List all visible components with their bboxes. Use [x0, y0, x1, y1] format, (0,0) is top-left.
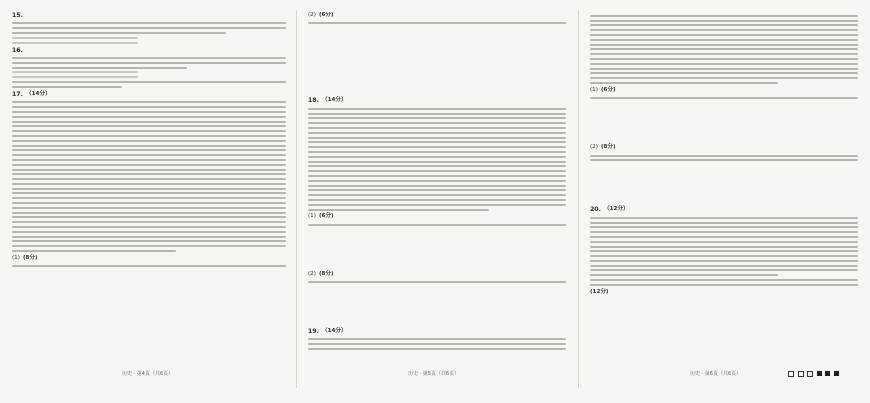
- text-line: [12, 236, 286, 238]
- text-line: [12, 164, 286, 166]
- question-number: 17.: [12, 90, 23, 98]
- text-line: [12, 111, 286, 113]
- text-line: [590, 269, 858, 271]
- question-score: （14分）: [321, 97, 347, 104]
- text-line: [590, 222, 858, 224]
- column-left: [12, 12, 286, 384]
- text-line: [12, 226, 286, 228]
- text-line: [590, 236, 858, 238]
- text-line: [308, 117, 566, 119]
- column-right: [590, 12, 858, 384]
- subquestion-number: (1): [12, 254, 20, 261]
- question-number: 20.: [590, 206, 601, 214]
- text-line: [308, 209, 489, 211]
- text-line: [12, 116, 286, 118]
- text-line: [590, 241, 858, 243]
- question-score: （12分）: [603, 206, 629, 213]
- question-17-part-2: [308, 12, 566, 24]
- subquestion-score: (6分): [318, 213, 334, 220]
- text-line: [12, 149, 286, 151]
- text-line: [590, 29, 858, 31]
- text-line: [308, 113, 566, 115]
- text-line: [590, 53, 858, 55]
- text-line: [590, 155, 858, 157]
- text-line: [308, 281, 566, 283]
- question-score: (12分): [590, 288, 609, 295]
- answer-space[interactable]: [308, 27, 566, 97]
- text-line: [12, 130, 286, 132]
- text-line: [590, 159, 858, 161]
- filled-square-icon: [817, 371, 822, 376]
- text-line: [308, 165, 566, 167]
- text-line: [308, 199, 566, 201]
- text-line: [12, 121, 286, 123]
- text-line: [590, 250, 858, 252]
- question-19-part-2: [590, 144, 858, 161]
- text-line: [12, 245, 286, 247]
- text-line: [308, 161, 566, 163]
- text-line: [590, 97, 858, 99]
- text-line: [590, 246, 858, 248]
- option-line: [12, 76, 138, 78]
- page-footer-text: 历史 · 第6页（共6页）: [690, 371, 742, 378]
- text-line: [308, 348, 566, 350]
- question-score: （14分）: [321, 328, 347, 335]
- text-line: [590, 284, 858, 286]
- text-line: [308, 224, 566, 226]
- question-16: [12, 47, 286, 79]
- question-18-part-2: [308, 271, 566, 283]
- text-line: [12, 173, 286, 175]
- text-line: [590, 39, 858, 41]
- text-line: [590, 77, 858, 79]
- text-line: [308, 343, 566, 345]
- section-heading: [12, 81, 286, 88]
- text-line: [590, 48, 858, 50]
- subquestion-number: (1): [308, 213, 316, 220]
- text-line: [308, 141, 566, 143]
- text-line: [12, 169, 286, 171]
- page-footer: [690, 371, 741, 379]
- question-number: 16.: [12, 46, 23, 54]
- text-line: [12, 212, 286, 214]
- text-line: [12, 159, 286, 161]
- text-line: [12, 145, 286, 147]
- text-line: [590, 217, 858, 219]
- answer-space[interactable]: [308, 229, 566, 271]
- text-line: [590, 24, 858, 26]
- question-number: 15.: [12, 12, 23, 19]
- text-line: [12, 250, 176, 252]
- question-18: [308, 97, 566, 225]
- subquestion-score: (8分): [22, 254, 38, 261]
- text-line: [12, 81, 286, 83]
- page-corner-marks: [786, 371, 839, 379]
- answer-space[interactable]: [308, 286, 566, 328]
- text-line: [308, 127, 566, 129]
- text-line: [308, 132, 566, 134]
- text-line: [12, 101, 286, 103]
- text-line: [308, 151, 566, 153]
- question-19-continued: [590, 15, 858, 99]
- text-line: [590, 68, 858, 70]
- text-line: [12, 32, 226, 34]
- text-line: [590, 265, 858, 267]
- text-line: [12, 240, 286, 242]
- text-line: [308, 180, 566, 182]
- question-17: [12, 91, 286, 267]
- subquestion-number: (1): [590, 86, 598, 93]
- text-line: [308, 194, 566, 196]
- question-number: 18.: [308, 97, 319, 105]
- question-number: 19.: [308, 328, 319, 336]
- text-line: [308, 189, 566, 191]
- text-line: [12, 57, 286, 59]
- text-line: [308, 108, 566, 110]
- text-line: [590, 58, 858, 60]
- page-footer: 历史 · 第5页（共6页）: [408, 371, 460, 378]
- option-line: [12, 37, 138, 39]
- open-square-icon: [807, 371, 813, 377]
- option-line: [12, 42, 138, 44]
- question-score: （14分）: [25, 90, 51, 97]
- subquestion-number: (2): [590, 144, 598, 151]
- text-line: [12, 154, 286, 156]
- filled-square-icon: [834, 371, 839, 376]
- text-line: [308, 122, 566, 124]
- question-15: [12, 12, 286, 44]
- answer-space[interactable]: [590, 102, 858, 144]
- subquestion-number: (2): [308, 270, 316, 277]
- text-line: [12, 231, 286, 233]
- open-square-icon: [788, 371, 794, 377]
- text-line: [12, 197, 286, 199]
- text-line: [590, 231, 858, 233]
- text-line: [308, 137, 566, 139]
- text-line: [12, 216, 286, 218]
- text-line: [12, 125, 286, 127]
- text-line: [590, 63, 858, 65]
- text-line: [12, 221, 286, 223]
- answer-space[interactable]: [590, 164, 858, 206]
- text-line: [12, 207, 286, 209]
- text-line: [590, 226, 858, 228]
- text-line: [12, 265, 286, 267]
- column-middle: [308, 12, 566, 384]
- column-divider: [296, 10, 297, 388]
- page-footer: 历史 · 第4页（共6页）: [122, 371, 174, 378]
- text-line: [12, 178, 286, 180]
- option-line: [12, 71, 138, 73]
- text-line: [12, 27, 286, 29]
- text-line: [12, 188, 286, 190]
- text-line: [308, 156, 566, 158]
- text-line: [308, 175, 566, 177]
- text-line: [12, 22, 286, 24]
- text-line: [308, 170, 566, 172]
- text-line: [308, 204, 566, 206]
- text-line: [590, 274, 778, 276]
- column-divider: [578, 10, 579, 388]
- text-line: [12, 183, 286, 185]
- text-line: [308, 146, 566, 148]
- text-line: [308, 338, 566, 340]
- text-line: [590, 255, 858, 257]
- text-line: [12, 135, 286, 137]
- subquestion-score: (6分): [600, 86, 616, 93]
- filled-square-icon: [825, 371, 830, 376]
- subquestion-score: (8分): [318, 270, 334, 277]
- text-line: [308, 185, 566, 187]
- text-line: [12, 202, 286, 204]
- text-line: [590, 44, 858, 46]
- text-line: [590, 82, 778, 84]
- text-line: [12, 106, 286, 108]
- question-20: [590, 206, 858, 296]
- text-line: [308, 22, 566, 24]
- subquestion-number: (2): [308, 12, 316, 18]
- text-line: [12, 140, 286, 142]
- text-line: [12, 62, 286, 64]
- text-line: [12, 192, 286, 194]
- text-line: [12, 67, 187, 69]
- text-line: [590, 72, 858, 74]
- text-line: [590, 34, 858, 36]
- text-line: [590, 15, 858, 17]
- text-line: [12, 86, 122, 88]
- subquestion-score: (8分): [600, 144, 616, 151]
- subquestion-score: (6分): [318, 12, 334, 18]
- open-square-icon: [798, 371, 804, 377]
- question-19: [308, 328, 566, 350]
- text-line: [590, 279, 858, 281]
- text-line: [590, 20, 858, 22]
- text-line: [590, 260, 858, 262]
